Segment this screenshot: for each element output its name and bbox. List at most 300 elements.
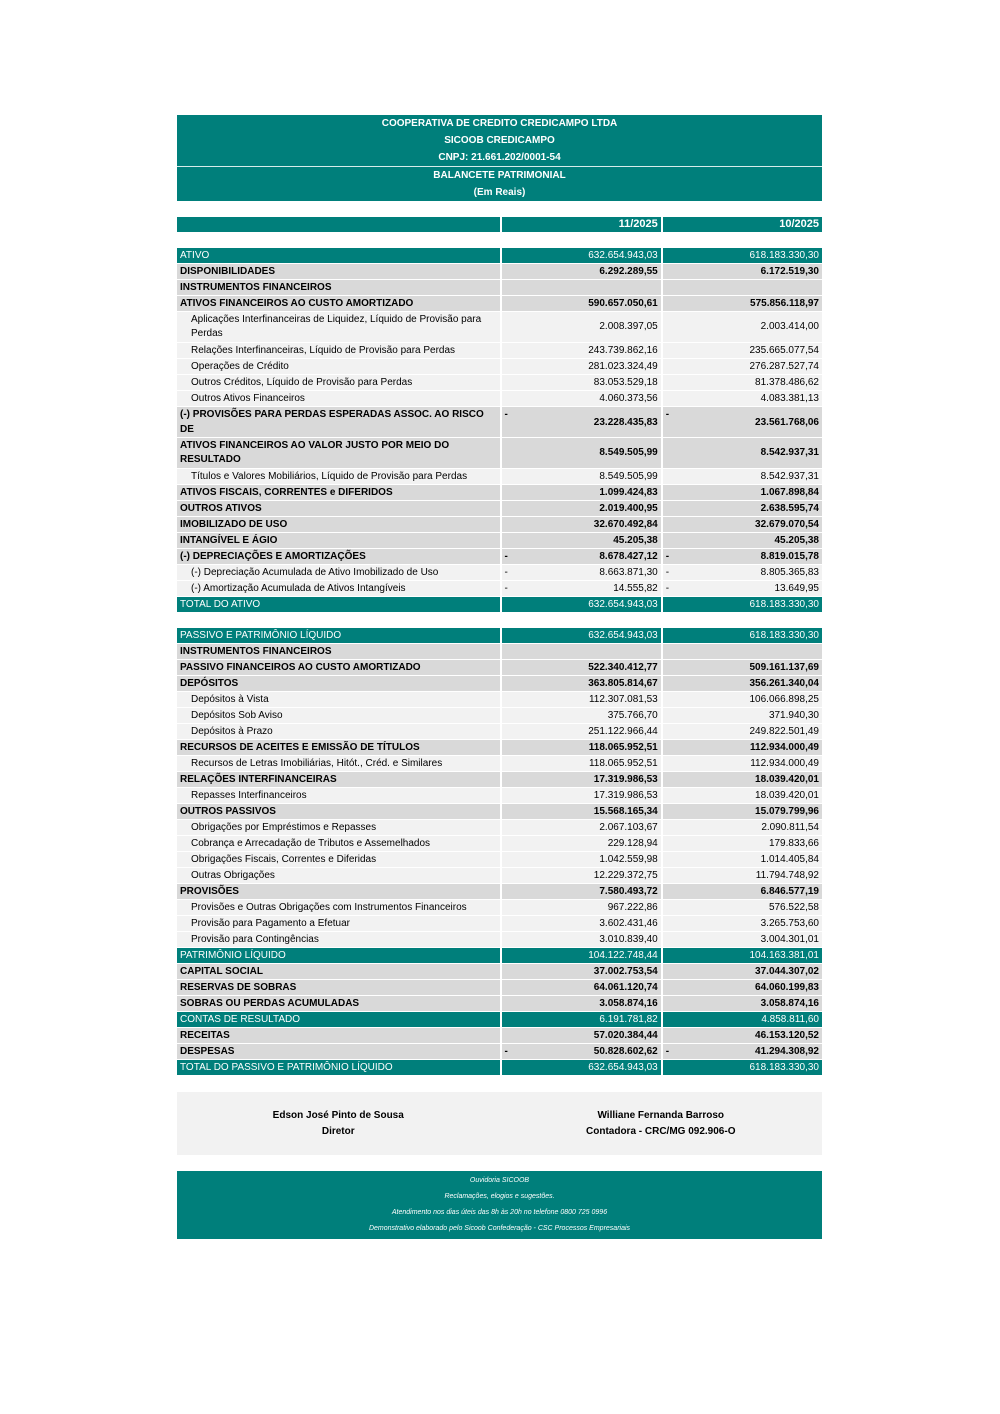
value-period-1 [501, 264, 662, 280]
amount: 17.319.986,53 [593, 790, 658, 801]
value-period-1 [501, 836, 662, 852]
footer-line: Atendimento nos dias úteis das 8h às 20h no telefone 0800 725 0996 [391, 1209, 608, 1216]
table-row [177, 964, 822, 980]
amount: 18.039.420,01 [755, 774, 819, 785]
amount: 45.205,38 [774, 535, 819, 546]
row-label: PROVISÕES [177, 884, 501, 900]
amount: 7.580.493,72 [599, 886, 658, 897]
amount: 32.679.070,54 [755, 519, 819, 530]
value-period-1 [501, 980, 662, 996]
value-period-1 [501, 1044, 662, 1060]
amount: 522.340.412,77 [588, 662, 658, 673]
amount: 81.378.486,62 [755, 377, 819, 388]
value-period-1 [501, 438, 662, 469]
value-period-2 [662, 708, 822, 724]
table-row [177, 407, 822, 438]
row-label: DEPÓSITOS [177, 676, 501, 692]
value-period-2 [662, 948, 822, 964]
amount: 618.183.330,30 [749, 599, 819, 610]
row-label: OUTROS ATIVOS [177, 501, 501, 517]
amount: 4.060.373,56 [599, 393, 658, 404]
footer-line: Demonstrativo elaborado pelo Sicoob Confederação - CSC Processos Empresariais [368, 1225, 631, 1232]
negative-sign: - [504, 567, 508, 578]
row-label: RECEITAS [177, 1028, 501, 1044]
row-label: Depósitos à Vista [177, 692, 501, 708]
table-row [177, 312, 822, 343]
amount: 104.122.748,44 [588, 950, 658, 961]
value-period-1 [501, 868, 662, 884]
amount: 618.183.330,30 [749, 630, 819, 641]
table-row [177, 343, 822, 359]
value-period-1 [501, 549, 662, 565]
amount: 632.654.943,03 [588, 250, 658, 261]
value-period-2 [662, 517, 822, 533]
signature-left [177, 1092, 500, 1155]
row-label: RECURSOS DE ACEITES E EMISSÃO DE TÍTULOS [177, 740, 501, 756]
amount: 249.822.501,49 [749, 726, 819, 737]
value-period-2 [662, 964, 822, 980]
value-period-1 [501, 724, 662, 740]
value-period-2 [662, 644, 822, 660]
ativo-table [177, 248, 822, 613]
row-label: CAPITAL SOCIAL [177, 964, 501, 980]
amount: 2.638.595,74 [760, 503, 819, 514]
value-period-1 [501, 916, 662, 932]
row-label: Cobrança e Arrecadação de Tributos e Assemelhados [177, 836, 501, 852]
value-period-2 [662, 916, 822, 932]
table-row [177, 280, 822, 296]
amount: 8.542.937,31 [760, 447, 819, 458]
amount: 1.042.559,98 [599, 854, 658, 865]
value-period-2 [662, 280, 822, 296]
column-header-row [177, 217, 822, 233]
row-label: CONTAS DE RESULTADO [177, 1012, 501, 1028]
row-label: DESPESAS [177, 1044, 501, 1060]
amount: 41.294.308,92 [755, 1046, 819, 1057]
value-period-1 [501, 900, 662, 916]
row-label: RELAÇÕES INTERFINANCEIRAS [177, 772, 501, 788]
amount: 112.934.000,49 [750, 758, 819, 769]
table-row [177, 597, 822, 613]
table-row [177, 740, 822, 756]
value-period-1 [501, 788, 662, 804]
amount: 2.008.397,05 [599, 321, 658, 332]
row-label: Obrigações Fiscais, Correntes e Diferidas [177, 852, 501, 868]
table-row [177, 948, 822, 964]
value-period-1 [501, 884, 662, 900]
amount: 618.183.330,30 [749, 250, 819, 261]
value-period-2 [662, 772, 822, 788]
row-label: PASSIVO FINANCEIROS AO CUSTO AMORTIZADO [177, 660, 501, 676]
amount: 251.122.966,44 [588, 726, 658, 737]
table-row [177, 264, 822, 280]
table-row [177, 676, 822, 692]
amount: 64.060.199,83 [755, 982, 819, 993]
table-row [177, 884, 822, 900]
row-label: Recursos de Letras Imobiliárias, Hitót., Créd. e Similares [177, 756, 501, 772]
value-period-2 [662, 836, 822, 852]
row-label: ATIVOS FINANCEIROS AO CUSTO AMORTIZADO [177, 296, 501, 312]
value-period-1 [501, 772, 662, 788]
row-label: Outros Ativos Financeiros [177, 391, 501, 407]
table-row [177, 996, 822, 1012]
amount: 8.542.937,31 [760, 471, 819, 482]
value-period-2 [662, 900, 822, 916]
value-period-2 [662, 264, 822, 280]
value-period-2 [662, 692, 822, 708]
table-row [177, 485, 822, 501]
value-period-1 [501, 932, 662, 948]
amount: 1.099.424,83 [599, 487, 658, 498]
value-period-2 [662, 884, 822, 900]
table-row [177, 628, 822, 644]
value-period-2 [662, 740, 822, 756]
value-period-1 [501, 391, 662, 407]
value-period-2 [662, 756, 822, 772]
brand-name: SICOOB CREDICAMPO [444, 135, 555, 146]
value-period-1 [501, 1060, 662, 1076]
amount: 50.828.602,62 [593, 1046, 658, 1057]
accountant-role: Contadora - CRC/MG 092.906-O [586, 1125, 736, 1137]
report-header [177, 115, 822, 201]
signature-right [500, 1092, 823, 1155]
amount: 8.678.427,12 [599, 551, 658, 562]
balance-sheet-document [177, 115, 822, 1239]
row-label: Provisão para Pagamento a Efetuar [177, 916, 501, 932]
row-label: (-) Amortização Acumulada de Ativos Intangíveis [177, 581, 501, 597]
value-period-2 [662, 932, 822, 948]
amount: 6.292.289,55 [599, 266, 658, 277]
value-period-2 [662, 996, 822, 1012]
value-period-2 [662, 485, 822, 501]
amount: 8.549.505,99 [599, 471, 658, 482]
table-row [177, 296, 822, 312]
amount: 229.128,94 [607, 838, 658, 849]
amount: 243.739.862,16 [588, 345, 658, 356]
value-period-1 [501, 312, 662, 343]
amount: 46.153.120,52 [755, 1030, 819, 1041]
negative-sign: - [504, 551, 508, 562]
amount: 8.549.505,99 [599, 447, 658, 458]
value-period-2 [662, 628, 822, 644]
amount: 104.163.381,01 [749, 950, 819, 961]
value-period-1 [501, 343, 662, 359]
table-row [177, 692, 822, 708]
value-period-2 [662, 533, 822, 549]
value-period-2 [662, 375, 822, 391]
amount: 3.010.839,40 [599, 934, 658, 945]
amount: 276.287.527,74 [749, 361, 819, 372]
table-row [177, 549, 822, 565]
table-row [177, 1012, 822, 1028]
amount: 106.066.898,25 [749, 694, 819, 705]
amount: 4.858.811,60 [761, 1014, 819, 1025]
value-period-2 [662, 296, 822, 312]
amount: 363.805.814,67 [588, 678, 658, 689]
amount: 32.670.492,84 [593, 519, 658, 530]
amount: 118.065.952,51 [588, 758, 658, 769]
amount: 14.555,82 [613, 583, 658, 594]
table-row [177, 932, 822, 948]
amount: 632.654.943,03 [588, 1062, 658, 1073]
value-period-2 [662, 676, 822, 692]
value-period-2 [662, 1012, 822, 1028]
director-role: Diretor [321, 1125, 355, 1137]
value-period-1 [501, 581, 662, 597]
table-row [177, 375, 822, 391]
row-label: Provisão para Contingências [177, 932, 501, 948]
table-row [177, 469, 822, 485]
table-row [177, 852, 822, 868]
amount: 235.665.077,54 [749, 345, 819, 356]
amount: 6.191.781,82 [599, 1014, 658, 1025]
table-row [177, 820, 822, 836]
table-row [177, 533, 822, 549]
accountant-name: Williane Fernanda Barroso [597, 1109, 725, 1121]
value-period-1 [501, 628, 662, 644]
value-period-2 [662, 391, 822, 407]
value-period-1 [501, 756, 662, 772]
value-period-1 [501, 375, 662, 391]
value-period-1 [501, 597, 662, 613]
table-row [177, 804, 822, 820]
table-row [177, 248, 822, 264]
row-label: Operações de Crédito [177, 359, 501, 375]
amount: 15.079.799,96 [755, 806, 819, 817]
company-name: COOPERATIVA DE CREDITO CREDICAMPO LTDA [381, 118, 618, 129]
table-row [177, 501, 822, 517]
amount: 6.172.519,30 [760, 266, 819, 277]
amount: 8.805.365,83 [760, 567, 819, 578]
table-row [177, 980, 822, 996]
value-period-2 [662, 820, 822, 836]
amount: 371.940,30 [768, 710, 819, 721]
amount: 575.856.118,97 [750, 298, 819, 309]
value-period-2 [662, 549, 822, 565]
negative-sign: - [665, 1046, 670, 1057]
footer-ouvidoria [177, 1171, 822, 1239]
amount: 112.307.081,53 [588, 694, 658, 705]
table-row [177, 1028, 822, 1044]
value-period-2 [662, 980, 822, 996]
row-label: Aplicações Interfinanceiras de Liquidez, Líquido de Provisão para Perdas [177, 312, 501, 343]
value-period-1 [501, 533, 662, 549]
amount: 3.058.874,16 [760, 998, 819, 1009]
table-row [177, 868, 822, 884]
value-period-1 [501, 820, 662, 836]
value-period-2 [662, 312, 822, 343]
row-label: SOBRAS OU PERDAS ACUMULADAS [177, 996, 501, 1012]
director-name: Edson José Pinto de Sousa [272, 1109, 404, 1121]
negative-sign: - [665, 551, 670, 562]
cnpj: CNPJ: 21.661.202/0001-54 [438, 152, 561, 163]
amount: 8.819.015,78 [760, 551, 819, 562]
amount: 3.058.874,16 [599, 998, 658, 1009]
column-period-2: 10/2025 [662, 217, 822, 233]
amount: 18.039.420,01 [755, 790, 819, 801]
row-label: (-) DEPRECIAÇÕES E AMORTIZAÇÕES [177, 549, 501, 565]
table-row [177, 1044, 822, 1060]
table-row [177, 1060, 822, 1076]
value-period-2 [662, 359, 822, 375]
value-period-2 [662, 581, 822, 597]
table-row [177, 581, 822, 597]
amount: 17.319.986,53 [593, 774, 658, 785]
table-row [177, 517, 822, 533]
value-period-2 [662, 469, 822, 485]
amount: 576.522,58 [768, 902, 819, 913]
value-period-1 [501, 469, 662, 485]
amount: 11.794.748,92 [755, 870, 819, 881]
amount: 2.090.811,54 [761, 822, 819, 833]
value-period-2 [662, 565, 822, 581]
amount: 967.222,86 [607, 902, 658, 913]
footer-line: Ouvidoria SICOOB [469, 1177, 530, 1184]
amount: 2.067.103,67 [599, 822, 658, 833]
value-period-1 [501, 660, 662, 676]
amount: 356.261.340,04 [749, 678, 819, 689]
amount: 632.654.943,03 [588, 630, 658, 641]
table-row [177, 391, 822, 407]
row-label: RESERVAS DE SOBRAS [177, 980, 501, 996]
amount: 179.833,66 [768, 838, 819, 849]
row-label: TOTAL DO ATIVO [177, 597, 501, 613]
row-label: INSTRUMENTOS FINANCEIROS [177, 644, 501, 660]
value-period-2 [662, 1060, 822, 1076]
negative-sign: - [504, 409, 508, 420]
value-period-1 [501, 804, 662, 820]
amount: 57.020.384,44 [593, 1030, 658, 1041]
negative-sign: - [665, 583, 670, 594]
value-period-2 [662, 343, 822, 359]
value-period-2 [662, 438, 822, 469]
row-label: OUTROS PASSIVOS [177, 804, 501, 820]
amount: 45.205,38 [613, 535, 658, 546]
value-period-1 [501, 948, 662, 964]
row-label: (-) PROVISÕES PARA PERDAS ESPERADAS ASSOC. AO RISCO DE [177, 407, 501, 438]
row-label: PATRIMÔNIO LÍQUIDO [177, 948, 501, 964]
value-period-1 [501, 708, 662, 724]
row-label: Obrigações por Empréstimos e Repasses [177, 820, 501, 836]
value-period-1 [501, 517, 662, 533]
row-label: Títulos e Valores Mobiliários, Líquido de Provisão para Perdas [177, 469, 501, 485]
amount: 2.019.400,95 [599, 503, 658, 514]
row-label: IMOBILIZADO DE USO [177, 517, 501, 533]
value-period-1 [501, 359, 662, 375]
row-label: INSTRUMENTOS FINANCEIROS [177, 280, 501, 296]
table-row [177, 359, 822, 375]
value-period-1 [501, 280, 662, 296]
currency-note: (Em Reais) [473, 187, 526, 198]
amount: 37.044.307,02 [755, 966, 819, 977]
row-label: Provisões e Outras Obrigações com Instrumentos Financeiros [177, 900, 501, 916]
row-label: ATIVOS FISCAIS, CORRENTES e DIFERIDOS [177, 485, 501, 501]
value-period-1 [501, 852, 662, 868]
value-period-1 [501, 692, 662, 708]
value-period-1 [501, 740, 662, 756]
table-row [177, 916, 822, 932]
value-period-1 [501, 996, 662, 1012]
row-label: Outras Obrigações [177, 868, 501, 884]
value-period-2 [662, 1028, 822, 1044]
amount: 37.002.753,54 [593, 966, 658, 977]
table-row [177, 708, 822, 724]
value-period-1 [501, 644, 662, 660]
row-label: ATIVOS FINANCEIROS AO VALOR JUSTO POR MEIO DO RESULTADO [177, 438, 501, 469]
amount: 12.229.372,75 [593, 870, 658, 881]
amount: 618.183.330,30 [749, 1062, 819, 1073]
negative-sign: - [665, 567, 670, 578]
amount: 281.023.324,49 [588, 361, 658, 372]
value-period-2 [662, 597, 822, 613]
value-period-2 [662, 1044, 822, 1060]
column-header-table [177, 217, 822, 233]
value-period-1 [501, 248, 662, 264]
value-period-1 [501, 565, 662, 581]
row-label: ATIVO [177, 248, 501, 264]
row-label: Depósitos à Prazo [177, 724, 501, 740]
table-row [177, 772, 822, 788]
amount: 112.934.000,49 [750, 742, 819, 753]
value-period-1 [501, 407, 662, 438]
amount: 1.014.405,84 [760, 854, 819, 865]
amount: 13.649,95 [774, 583, 819, 594]
value-period-1 [501, 676, 662, 692]
footer-line: Reclamações, elogios e sugestões. [444, 1193, 555, 1200]
row-label: Relações Interfinanceiras, Líquido de Provisão para Perdas [177, 343, 501, 359]
value-period-2 [662, 852, 822, 868]
table-row [177, 660, 822, 676]
value-period-2 [662, 804, 822, 820]
value-period-1 [501, 296, 662, 312]
amount: 23.228.435,83 [593, 416, 658, 428]
row-label: PASSIVO E PATRIMÔNIO LÍQUIDO [177, 628, 501, 644]
table-row [177, 756, 822, 772]
table-row [177, 438, 822, 469]
value-period-2 [662, 788, 822, 804]
table-row [177, 788, 822, 804]
value-period-1 [501, 501, 662, 517]
signature-block [177, 1092, 822, 1155]
amount: 1.067.898,84 [760, 487, 819, 498]
value-period-2 [662, 724, 822, 740]
value-period-2 [662, 868, 822, 884]
value-period-2 [662, 660, 822, 676]
negative-sign: - [665, 409, 670, 420]
row-label: (-) Depreciação Acumulada de Ativo Imobilizado de Uso [177, 565, 501, 581]
value-period-1 [501, 1012, 662, 1028]
amount: 118.065.952,51 [588, 742, 658, 753]
value-period-2 [662, 407, 822, 438]
negative-sign: - [504, 1046, 508, 1057]
amount: 64.061.120,74 [593, 982, 658, 993]
row-label: DISPONIBILIDADES [177, 264, 501, 280]
row-label: Outros Créditos, Líquido de Provisão para Perdas [177, 375, 501, 391]
amount: 2.003.414,00 [760, 321, 819, 332]
row-label: Depósitos Sob Aviso [177, 708, 501, 724]
amount: 632.654.943,03 [588, 599, 658, 610]
amount: 375.766,70 [607, 710, 658, 721]
amount: 509.161.137,69 [749, 662, 819, 673]
value-period-1 [501, 964, 662, 980]
value-period-1 [501, 485, 662, 501]
value-period-1 [501, 1028, 662, 1044]
amount: 6.846.577,19 [760, 886, 819, 897]
amount: 3.265.753,60 [760, 918, 819, 929]
report-title: BALANCETE PATRIMONIAL [177, 166, 822, 184]
amount: 3.602.431,46 [599, 918, 658, 929]
value-period-2 [662, 248, 822, 264]
